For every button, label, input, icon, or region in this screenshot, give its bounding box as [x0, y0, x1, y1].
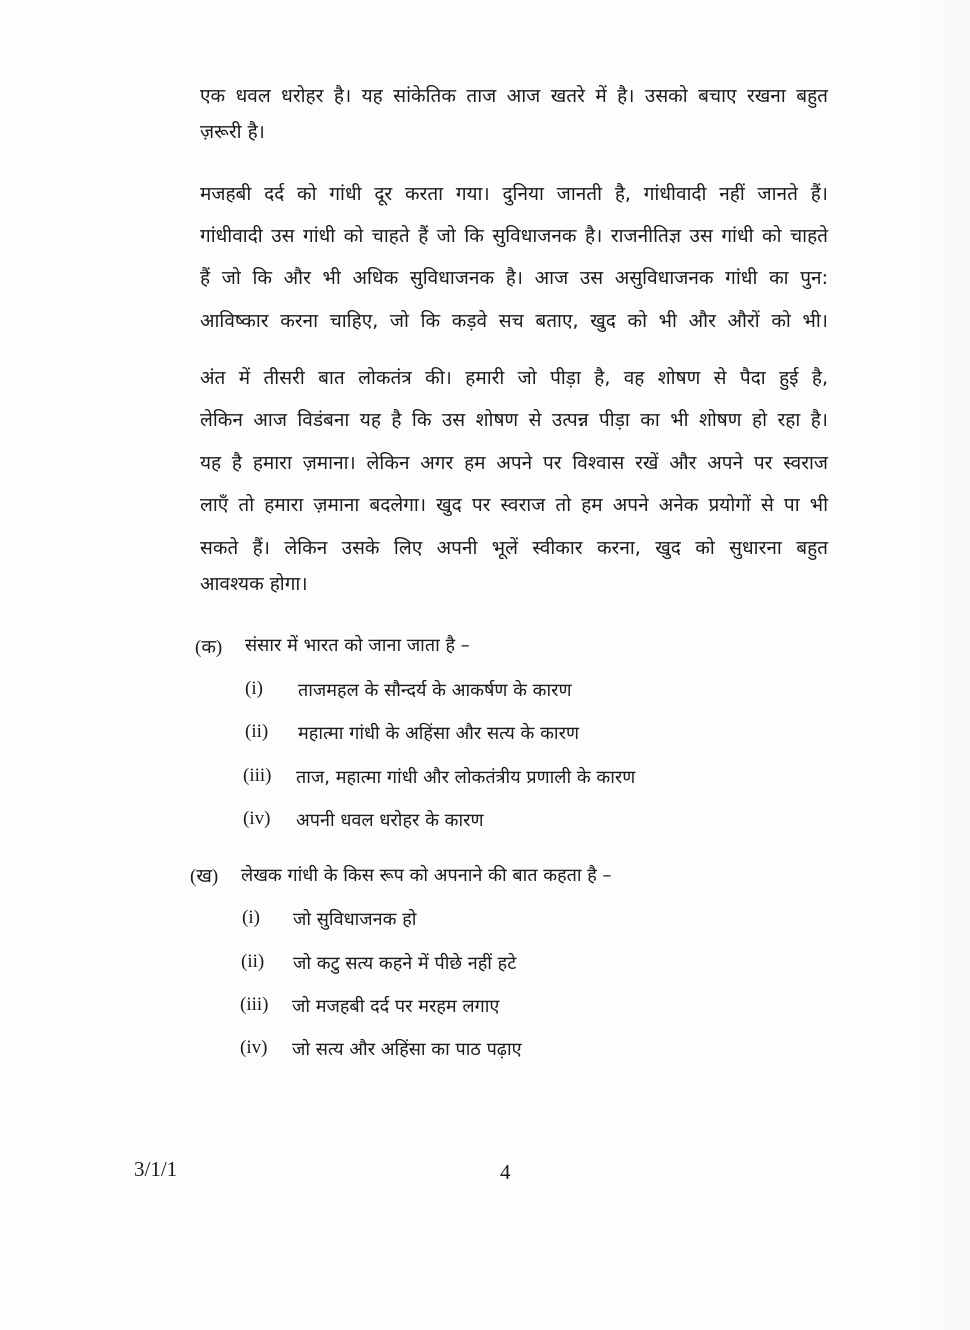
option-label: (iv)	[240, 1037, 268, 1058]
text-line: मजहबी दर्द को गांधी दूर करता गया। दुनिया जानती है, गांधीवादी नहीं जानते हैं।	[200, 183, 828, 205]
question-text: संसार में भारत को जाना जाता है –	[245, 635, 470, 656]
option-label: (i)	[245, 678, 263, 699]
option-label: (ii)	[245, 721, 269, 742]
option-text: जो कटु सत्य कहने में पीछे नहीं हटे	[293, 953, 517, 974]
text-line: सकते हैं। लेकिन उसके लिए अपनी भूलें स्वीकार करना, खुद को सुधारना बहुत	[200, 537, 828, 559]
text-line: एक धवल धरोहर है। यह सांकेतिक ताज आज खतरे में है। उसको बचाए रखना बहुत	[200, 85, 828, 107]
question-label: (क)	[195, 637, 223, 658]
text-line: ज़रूरी है।	[200, 121, 265, 143]
text-line: अंत में तीसरी बात लोकतंत्र की। हमारी जो पीड़ा है, वह शोषण से पैदा हुई है,	[200, 367, 828, 389]
option-text: जो सुविधाजनक हो	[293, 909, 417, 930]
option-label: (iii)	[243, 765, 272, 786]
option-label: (iv)	[243, 808, 271, 829]
option-label: (ii)	[241, 951, 265, 972]
option-text: अपनी धवल धरोहर के कारण	[296, 810, 484, 831]
option-label: (iii)	[240, 994, 269, 1015]
text-line: गांधीवादी उस गांधी को चाहते हैं जो कि सुविधाजनक है। राजनीतिज्ञ उस गांधी को चाहते	[200, 225, 828, 247]
text-line: लेकिन आज विडंबना यह है कि उस शोषण से उत्पन्न पीड़ा का भी शोषण हो रहा है।	[200, 409, 828, 431]
text-line: आवश्यक होगा।	[200, 573, 308, 595]
question-text: लेखक गांधी के किस रूप को अपनाने की बात कहता है –	[241, 865, 612, 886]
option-text: महात्मा गांधी के अहिंसा और सत्य के कारण	[298, 723, 579, 744]
paper-code: 3/1/1	[134, 1157, 178, 1181]
question-label: (ख)	[190, 866, 219, 887]
option-text: जो सत्य और अहिंसा का पाठ पढ़ाए	[292, 1039, 522, 1060]
option-label: (i)	[242, 907, 260, 928]
option-text: ताजमहल के सौन्दर्य के आकर्षण के कारण	[298, 680, 572, 701]
page-number: 4	[500, 1160, 511, 1184]
text-line: यह है हमारा ज़माना। लेकिन अगर हम अपने पर विश्वास रखें और अपने पर स्वराज	[200, 452, 828, 474]
scan-edge-shadow	[910, 0, 970, 1330]
option-text: जो मजहबी दर्द पर मरहम लगाए	[292, 996, 500, 1017]
text-line: हैं जो कि और भी अधिक सुविधाजनक है। आज उस असुविधाजनक गांधी का पुन:	[200, 267, 828, 289]
text-line: लाएँ तो हमारा ज़माना बदलेगा। खुद पर स्वराज तो हम अपने अनेक प्रयोगों से पा भी	[200, 494, 828, 516]
text-line: आविष्कार करना चाहिए, जो कि कड़वे सच बताए, खुद को भी और औरों को भी।	[200, 310, 828, 332]
option-text: ताज, महात्मा गांधी और लोकतंत्रीय प्रणाली के कारण	[296, 767, 636, 788]
